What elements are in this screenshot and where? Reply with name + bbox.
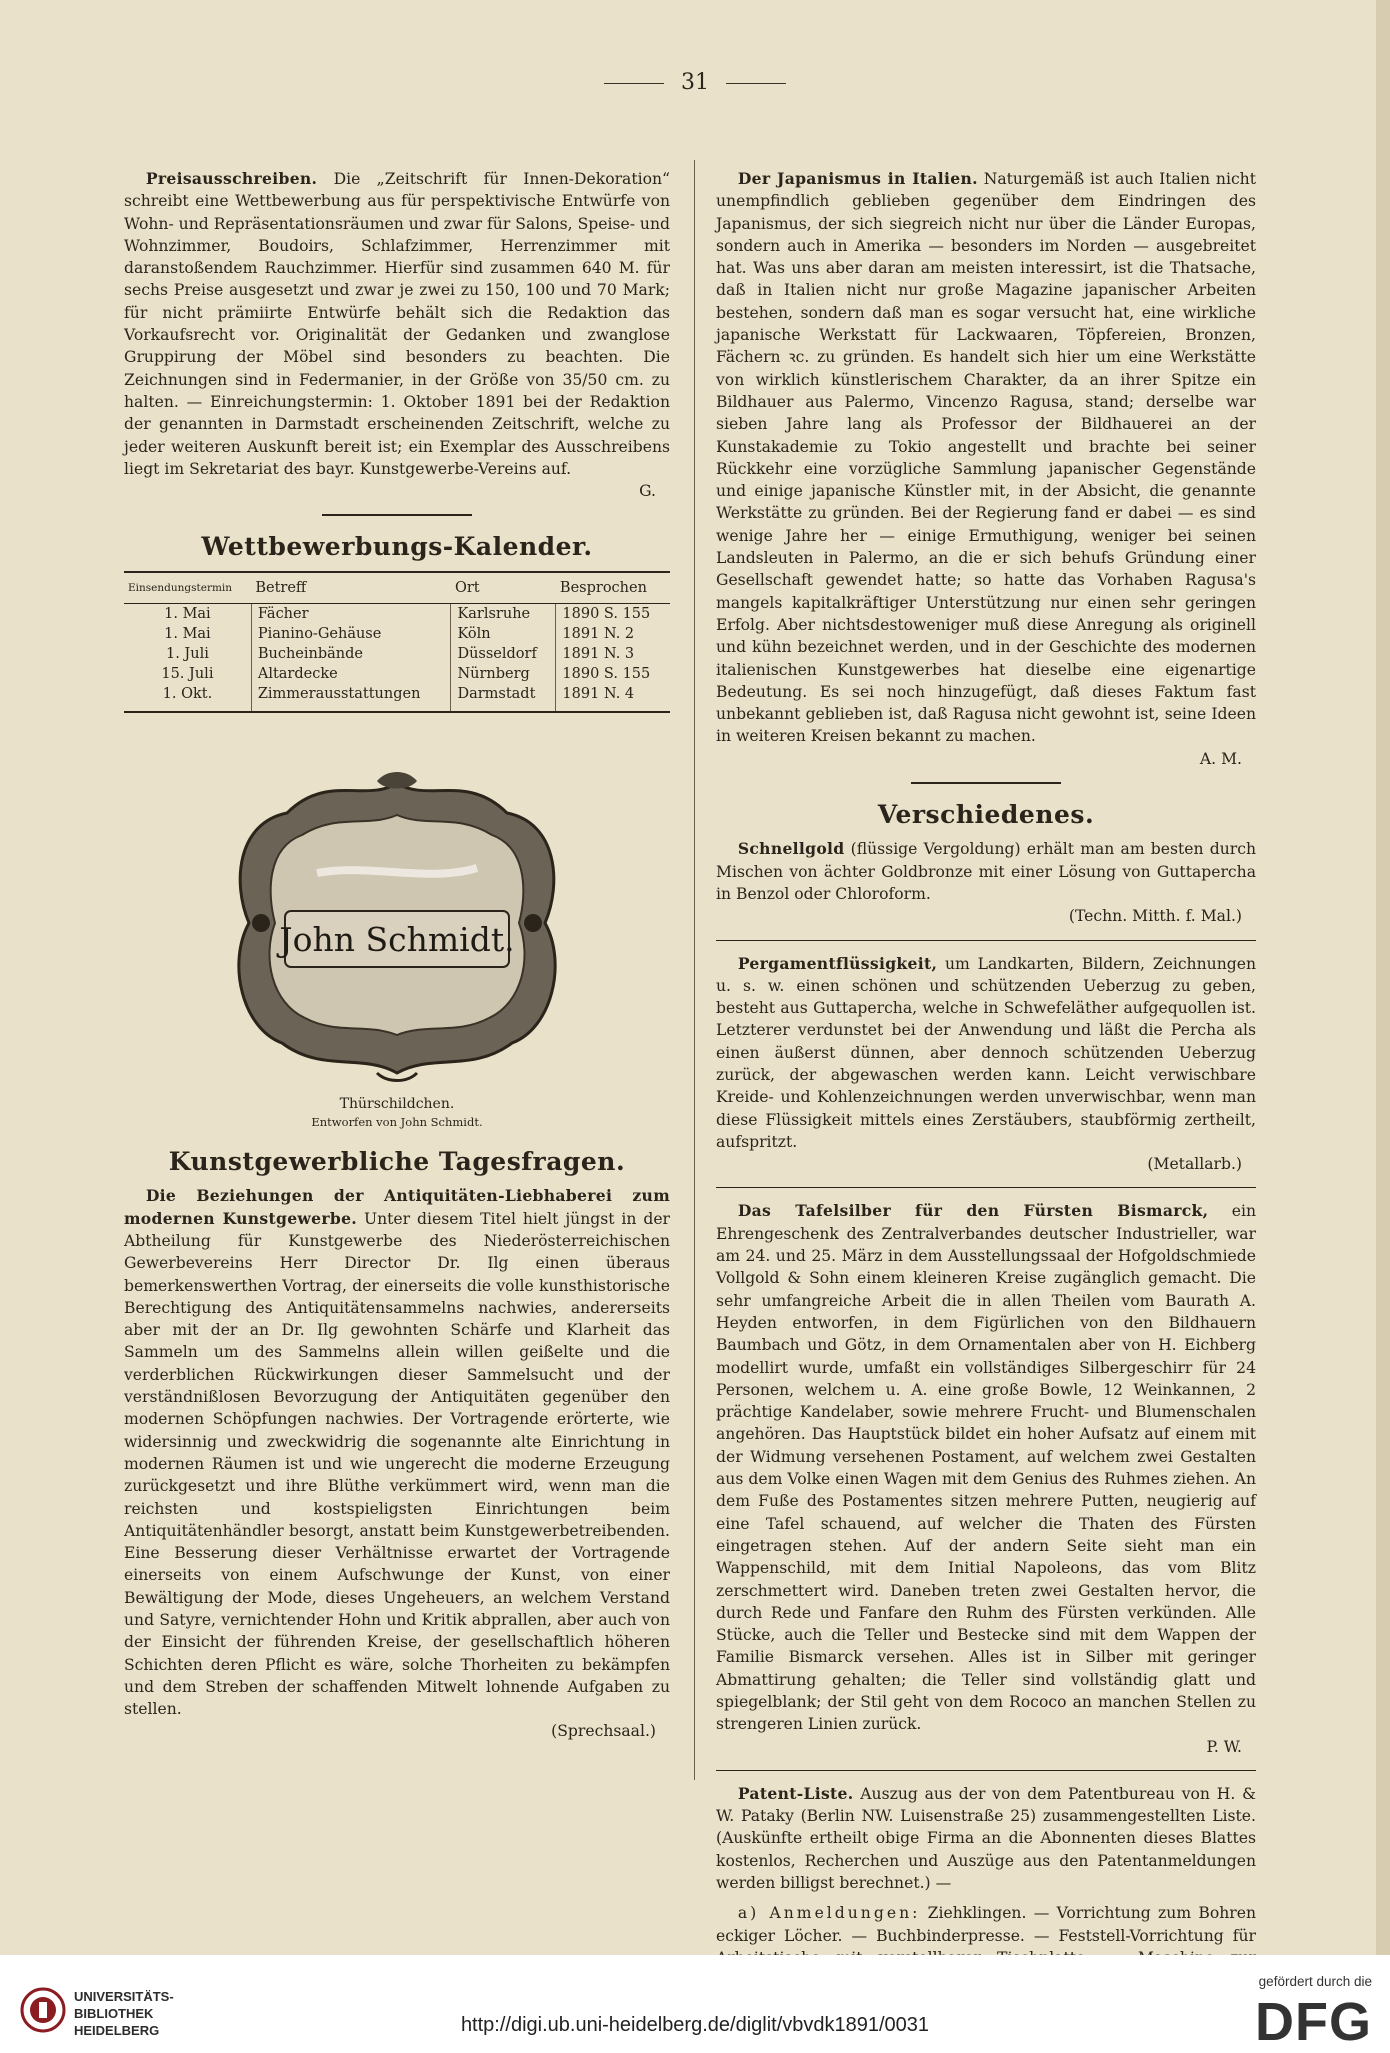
japanismus-signature: A. M. bbox=[1199, 749, 1242, 768]
table-row bbox=[124, 664, 670, 684]
library-name-line: UNIVERSITÄTS- bbox=[74, 1989, 174, 2004]
kalender-title: Wettbewerbungs-Kalender. bbox=[201, 532, 593, 562]
section-rule bbox=[716, 1770, 1256, 1771]
table-cell: 1891 N. 3 bbox=[556, 644, 670, 664]
patent-anmeldungen-label: a) Anmeldungen: bbox=[737, 1904, 921, 1923]
left-column bbox=[124, 168, 670, 1751]
figure-caption-credit: Entworfen von John Schmidt. bbox=[311, 1115, 483, 1130]
kalender-header-besprochen: Besprochen bbox=[556, 572, 670, 604]
page-number-rule-left bbox=[604, 83, 664, 84]
table-cell: Darmstadt bbox=[451, 684, 556, 712]
cartouche-highlight bbox=[317, 868, 477, 874]
patent-article bbox=[716, 1783, 1256, 1894]
pergament-source: (Metallarb.) bbox=[1147, 1155, 1242, 1174]
tafelsilber-article bbox=[716, 1200, 1256, 1757]
thuerschild-illustration bbox=[227, 773, 567, 1083]
right-column bbox=[716, 168, 1256, 2022]
table-cell: 1891 N. 2 bbox=[556, 624, 670, 644]
cartouche-name: John Schmidt. bbox=[279, 919, 515, 959]
table-row bbox=[124, 684, 670, 712]
screw-hole-left bbox=[252, 914, 270, 932]
library-name-line: HEIDELBERG bbox=[74, 2023, 160, 2038]
table-cell: Düsseldorf bbox=[451, 644, 556, 664]
japanismus-text: Naturgemäß ist auch Italien nicht unempfindlich geblieben gegenüber dem Eindringen des Japanismus, der sich siegreich nicht nur über die Länder Europas, sondern auch in Amerika — besonders im Norden — ausgebreitet hat. Was uns aber daran am meisten interessirt, ist die Thatsache, daß in Italien nicht nur große Magazine japanischer Arbeiten bestehen, sondern daß man es sogar versucht hat, eine wirkliche japanische Werkstatt für Lackwaaren, Töpfereien, Bronzen, Fächern ꝛc. zu gründen. Es handelt sich hier um eine Werkstätte von wirklich künstlerischem Charakter, da an ihrer Spitze ein Bildhauer aus Palermo, Vincenzo Ragusa, stand; derselbe war sieben Jahre lang als Professor der Bildhauerei an der Kunstakademie zu Tokio angestellt und brachte bei seiner Rückkehr eine vorzügliche Sammlung japanischer Gegenstände und einige japanische Künstler mit, in der Absicht, die genannte Werkstätte zu gründen. Bei der Regierung fand er dabei — es sind wenige Jahre her — einige Ermuthigung, weniger bei seinen Landsleuten in Palermo, an die er sich behufs Gründung einer Gesellschaft gewendet hatte; so hatte das Vorhaben Ragusa's mangels kapitalkräftiger Unterstützung nur einen sehr geringen Erfolg. Aber nichtsdestoweniger muß diese Anregung als originell und kühn bezeichnet werden, und in der Geschichte des modernen italienischen Kunstgewerbes hat dieselbe eine eigenartige Bedeutung. Es sei noch hinzugefügt, daß dieses Faktum fast unbekannt geblieben ist, daß Ragusa nicht gewohnt ist, seine Ideen in weiteren Kreisen bekannt zu machen. bbox=[716, 170, 1256, 746]
tafelsilber-lead: Das Tafelsilber für den Fürsten Bismarck, bbox=[737, 1201, 1209, 1221]
page-number-rule-right bbox=[726, 83, 786, 84]
table-cell: Nürnberg bbox=[451, 664, 556, 684]
table-cell: Köln bbox=[451, 624, 556, 644]
table-cell: 1891 N. 4 bbox=[556, 684, 670, 712]
table-cell: 1. Mai bbox=[164, 625, 211, 642]
column-divider bbox=[694, 160, 695, 1780]
patent-text: Auszug aus der von dem Patentbureau von H. & W. Pataky (Berlin NW. Luisenstraße 25) zusammengestellten Liste. (Auskünfte ertheilt obige Firma an die Abonnenten dieses Blattes kostenlos, Recherchen und Auszüge aus den Patentanmeldungen werden billigst berechnet.) — bbox=[716, 1784, 1256, 1893]
tagesfragen-article bbox=[124, 1185, 670, 1742]
table-cell: 15. Juli bbox=[161, 665, 214, 682]
kalender-header-betreff: Betreff bbox=[251, 572, 451, 604]
section-rule bbox=[716, 1187, 1256, 1188]
table-row bbox=[124, 644, 670, 664]
preisausschreiben-lead: Preisausschreiben. bbox=[145, 169, 318, 188]
table-cell: Karlsruhe bbox=[451, 603, 556, 624]
section-rule bbox=[716, 940, 1256, 941]
kalender-table bbox=[124, 571, 670, 713]
tagesfragen-source: (Sprechsaal.) bbox=[551, 1722, 656, 1741]
table-cell: Altardecke bbox=[251, 664, 451, 684]
table-row bbox=[124, 603, 670, 624]
pergament-lead: Pergamentflüssigkeit, bbox=[737, 953, 938, 973]
tafelsilber-signature: P. W. bbox=[1206, 1737, 1242, 1756]
japanismus-lead: Der Japanismus in Italien. bbox=[737, 169, 978, 188]
tagesfragen-text: Unter diesem Titel hielt jüngst in der Abtheilung für Kunstgewerbe des Niederösterreichischen Gewerbevereins Herr Director Dr. Ilg einen überaus bemerkenswerthen Vortrag, der einerseits die volle kunsthistorische Berechtigung des Antiquitätensammelns nachwies, andererseits aber mit der an Dr. Ilg gewohnten Schärfe und Klarheit das Sammeln um des Sammelns allein willen geißelte und die verderblichen Rückwirkungen dieser Sammelsucht und der verständnißlosen Bevorzugung der Antiquitäten gegenüber den modernen Schöpfungen nachwies. Der Vortragende erörterte, wie widersinnig und zweckwidrig die sogenannte alte Einrichtung in modernen Räumen ist und wie ungerecht die moderne Erzeugung zurückgesetzt und ihre Blüthe verkümmert wird, wenn man die reichsten und kostspieligsten Einrichtungen beim Antiquitätenhändler besorgt, anstatt beim Kunstgewerbetreibenden. Eine Besserung dieser Verhältnisse erwartet der Vortragende einerseits von einem Aufschwunge der Kunst, von einer Bewältigung der Mode, dieses Ungeheuers, an welchem Verstand und Satyre, vernichtender Hohn und Kritik abprallen, aber auch von der Einsicht der führenden Kreise, der gesellschaftlich höheren Schichten deren Pflicht es wäre, solche Thorheiten zu bekämpfen und dem Streben der schaffenden Mitwelt lohnende Aufgaben zu stellen. bbox=[124, 1209, 670, 1719]
table-cell: 1. Juli bbox=[165, 645, 209, 662]
cartouche-crest bbox=[377, 772, 417, 789]
thuerschild-figure bbox=[124, 773, 670, 1089]
source-url-link[interactable]: http://digi.ub.uni-heidelberg.de/diglit/vbvdk1891/0031 bbox=[460, 2014, 930, 2036]
tagesfragen-title: Kunstgewerbliche Tagesfragen. bbox=[168, 1147, 626, 1177]
preisausschreiben-text: Die „Zeitschrift für Innen-Dekoration“ schreibt eine Wettbewerbung aus für perspektivische Entwürfe von Wohn- und Repräsentationsräumen und zwar für Salons, Speise- und Wohnzimmer, Boudoirs, Schlafzimmer, Herrenzimmer mit daranstoßendem Rauchzimmer. Hierfür sind zusammen 640 M. für sechs Preise ausgesetzt und zwar je zwei zu 150, 100 und 70 Mark; für nicht prämiirte Entwürfe behält sich die Redaktion das Vorkaufsrecht vor. Originalität der Gedanken und zwanglose Gruppirung der Möbel sind besonders zu beachten. Die Zeichnungen sind in Federmanier, in der Größe von 35/50 cm. zu halten. — Einreichungstermin: 1. Oktober 1891 bei der Redaktion der genannten in Darmstadt erscheinenden Zeitschrift, welche zu jeder weiteren Auskunft bereit ist; ein Exemplar des Ausschreibens liegt im Sekretariat des bayr. Kunstgewerbe-Vereins auf. bbox=[124, 170, 670, 478]
sponsor-caption: gefördert durch die bbox=[1258, 1974, 1372, 1989]
table-cell: 1890 S. 155 bbox=[556, 664, 670, 684]
page-number bbox=[0, 70, 1390, 95]
table-cell: Bucheinbände bbox=[251, 644, 451, 664]
section-rule bbox=[322, 514, 472, 516]
tafelsilber-text: ein Ehrengeschenk des Zentralverbandes deutscher Industrieller, war am 24. und 25. März in dem Ausstellungssaal der Hofgoldschmiede Vollgold & Sohn einem kleineren Kreise zugänglich gemacht. Die sehr umfangreiche Arbeit die in allen Theilen vom Baurath A. Heyden entworfen, in dem Figürlichen von den Bildhauern Baumbach und Götz, in dem Ornamentalen aber von H. Eichberg modellirt wurde, umfaßt ein vollständiges Silbergeschirr für 24 Personen, welchem u. A. eine große Bowle, 12 Weinkannen, 2 prächtige Kandelaber, sowie mehrere Frucht- und Blumenschalen angehören. Das Hauptstück bildet ein hoher Aufsatz auf einem mit der Widmung versehenen Postament, auf welchem zwei Gestalten aus dem Volke einen Wagen mit dem Genius des Ruhmes ziehen. An dem Fuße des Postamentes sitzen mehrere Putten, neugierig auf eine Tafel schauend, auf welcher die Thaten des Fürsten eingetragen stehen. Auf der andern Seite sieht man ein Wappenschild, mit dem Initial Napoleons, das vom Blitz zerschmettert wird. Daneben treten zwei Gestalten hervor, die durch Rede und Fanfare den Ruhm des Fürsten verkünden. Alle Stücke, auch die Teller und Bestecke sind mit dem Wappen der Familie Bismarck versehen. Alles ist in Silber mit geringer Abmattirung gehalten; die Teller sind vollständig glatt und spiegelblank; der Stil geht von dem Rococo an manchen Stellen zu strengeren Linien zurück. bbox=[716, 1202, 1256, 1734]
table-row bbox=[124, 624, 670, 644]
page-edge bbox=[1376, 0, 1390, 1955]
pergament-article bbox=[716, 953, 1256, 1176]
kalender-header-termin: Einsendungstermin bbox=[124, 572, 251, 604]
schnellgold-source: (Techn. Mitth. f. Mal.) bbox=[1068, 907, 1242, 926]
patent-anmeldungen-text: Ziehklingen. — Vorrichtung zum Bohren eckiger Löcher. — Buchbinderpresse. — Feststell-Vorrichtung für bbox=[716, 1904, 1256, 1945]
table-cell: 1. Mai bbox=[164, 605, 211, 622]
pergament-text: um Landkarten, Bildern, Zeichnungen u. s. w. einen schönen und schützenden Ueberzug zu geben, besteht aus Guttapercha, welche in Schwefeläther aufgequollen ist. Letzterer verdunstet bei der Anwendung und läßt die Percha als einen äußerst dünnen, aber dennoch schützenden Ueberzug zurück, der abgewaschen werden kann. Leicht verwischbare Kreide- und Kohlenzeichnungen werden unverwischbar, wenn man diese Flüssigkeit mittels eines Zerstäubers, staubförmig zertheilt, aufspritzt. bbox=[716, 954, 1256, 1151]
table-cell: Pianino-Gehäuse bbox=[251, 624, 451, 644]
table-cell: Zimmerausstattungen bbox=[251, 684, 451, 712]
section-rule bbox=[911, 782, 1061, 784]
preisausschreiben-article bbox=[124, 168, 670, 502]
japanismus-article bbox=[716, 168, 1256, 770]
patent-lead: Patent-Liste. bbox=[737, 1783, 854, 1803]
table-cell: 1. Okt. bbox=[124, 684, 251, 712]
kalender-header-ort: Ort bbox=[451, 572, 556, 604]
table-cell: 1890 S. 155 bbox=[556, 603, 670, 624]
dfg-logo: DFG bbox=[1255, 1992, 1372, 2052]
schnellgold-lead: Schnellgold bbox=[737, 839, 845, 859]
kalender-header-row bbox=[124, 572, 670, 604]
table-cell: Fächer bbox=[251, 603, 451, 624]
screw-hole-right bbox=[524, 914, 542, 932]
page-number-text: 31 bbox=[681, 70, 709, 95]
schnellgold-text: (flüssige Vergoldung) erhält man am besten durch Mischen von ächter Goldbronze mit einer Lösung von Guttapercha in Benzol oder Chloroform. bbox=[716, 840, 1256, 903]
verschiedenes-title: Verschiedenes. bbox=[877, 800, 1095, 830]
preisausschreiben-signature: G. bbox=[639, 482, 656, 501]
library-name-line: BIBLIOTHEK bbox=[74, 2006, 154, 2021]
tagesfragen-lead: Die Beziehungen der Antiquitäten-Liebhaberei zum modernen Kunstgewerbe. bbox=[124, 1186, 670, 1228]
schnellgold-article bbox=[716, 838, 1256, 927]
figure-caption-title: Thürschildchen. bbox=[339, 1096, 455, 1113]
footer-bar bbox=[0, 1955, 1390, 2053]
figure-caption bbox=[124, 1095, 670, 1131]
